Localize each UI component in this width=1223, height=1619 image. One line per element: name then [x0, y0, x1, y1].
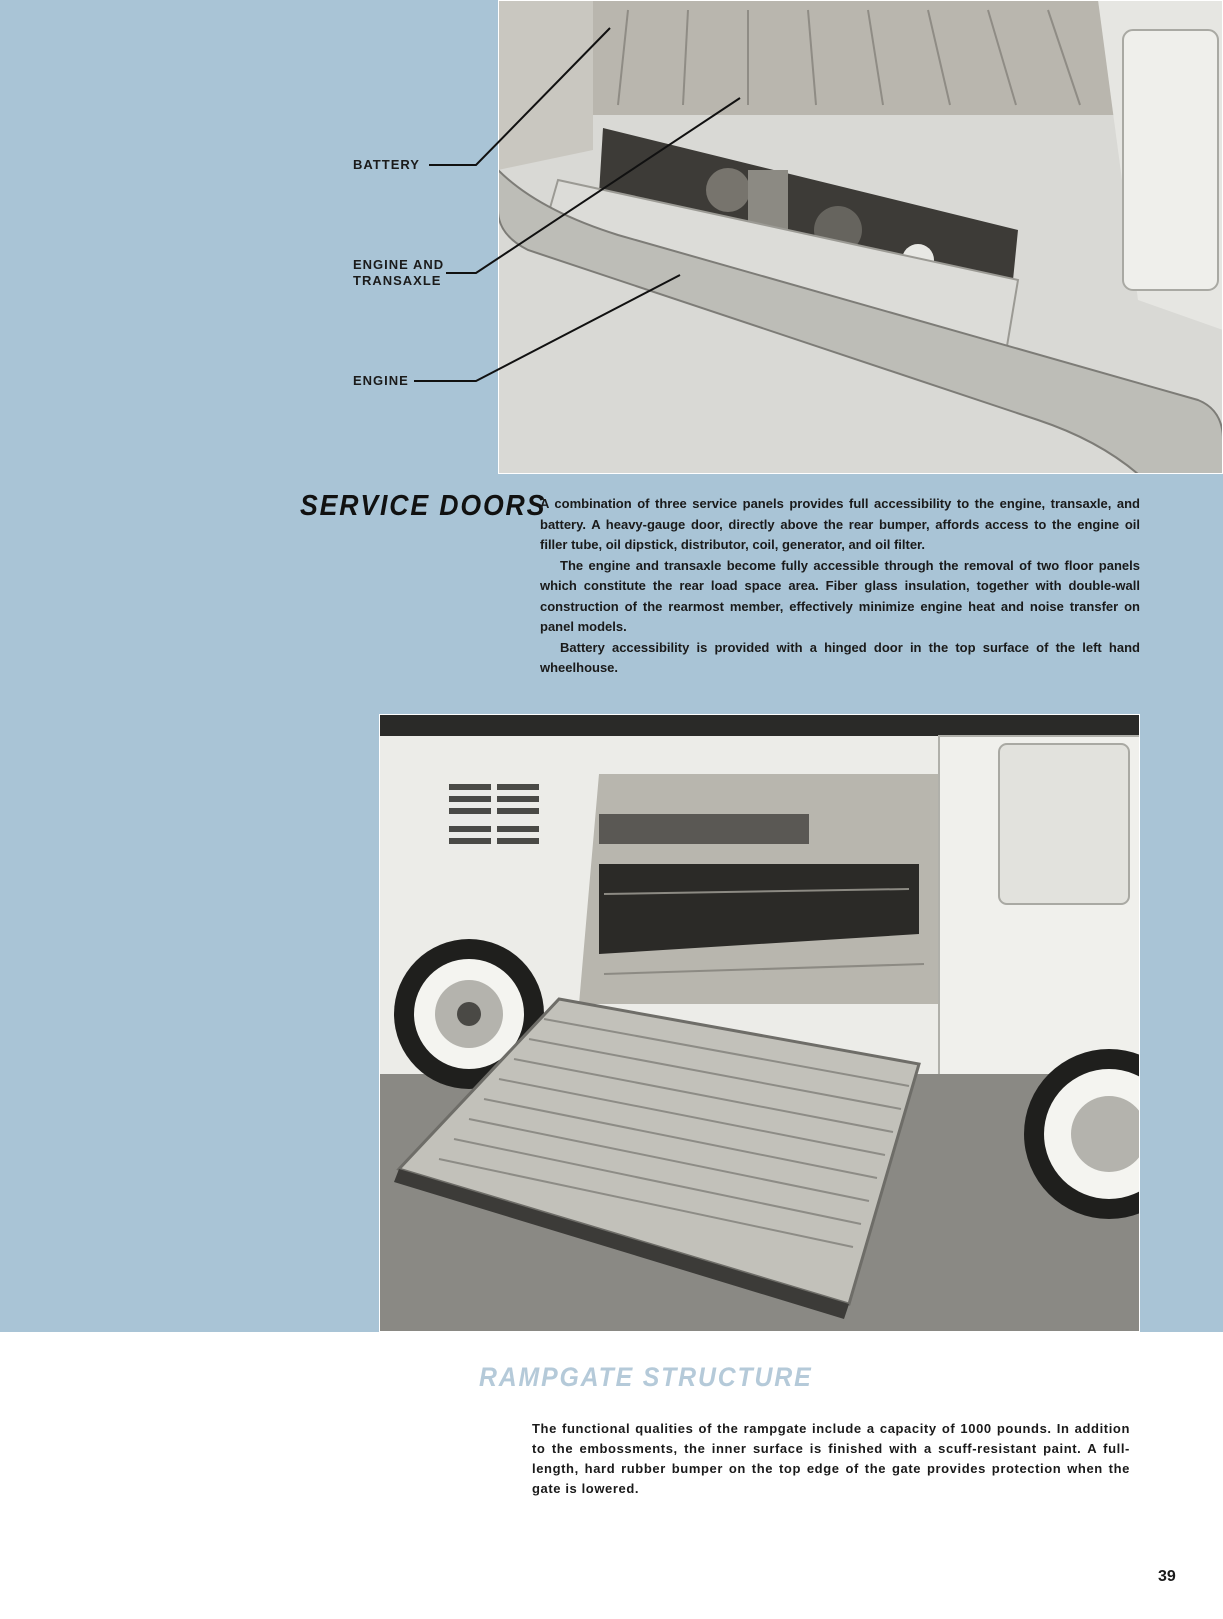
rampgate-photo [379, 714, 1140, 1332]
rampgate-structure-body: The functional qualities of the rampgate include a capacity of 1000 pounds. In addition to the embossments, the inner surface is finished with a scuff-resistant paint. A full-length, hard rubber bumper on the top edge of the gate provides protection when the gate is lowered. [532, 1421, 1130, 1496]
service-doors-body [540, 494, 1140, 679]
rampgate-structure-heading: RAMPGATE STRUCTURE [479, 1362, 813, 1392]
page-number: 39 [1158, 1568, 1176, 1585]
engine-label: ENGINE [353, 373, 409, 388]
engine-transaxle-label [353, 257, 444, 289]
service-doors-heading: SERVICE DOORS [300, 490, 547, 522]
callout-leader-lines [0, 0, 1223, 480]
engine-transaxle-label-line2: TRANSAXLE [353, 273, 442, 288]
service-doors-paragraph: Battery accessibility is provided with a hinged door in the top surface of the left hand wheelhouse. [540, 639, 1140, 675]
service-doors-paragraph: A combination of three service panels provides full accessibility to the engine, transaxle, and battery. A heavy-gauge door, directly above the rear bumper, affords access to the engine oil filler tube, oil dipstick, distributor, coil, generator, and oil filter. [540, 496, 1140, 552]
battery-label: BATTERY [353, 157, 420, 172]
engine-transaxle-label-line1: ENGINE AND [353, 257, 445, 272]
service-doors-paragraph: The engine and transaxle become fully accessible through the removal of two floor panels which constitute the rear load space area. Fiber glass insulation, together with double-wall construction of the rearmost member, effectively minimize engine heat and noise transfer on panel models. [540, 557, 1140, 634]
